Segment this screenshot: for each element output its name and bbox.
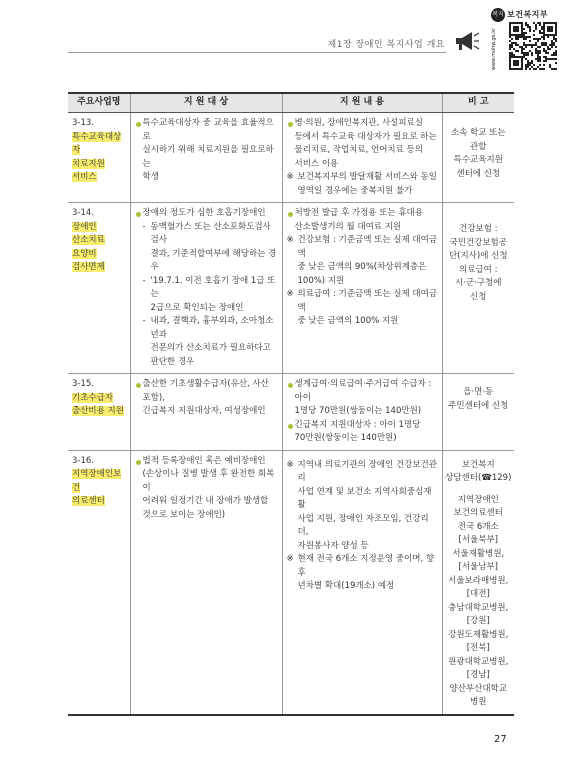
remark-line: [서울북부] bbox=[458, 535, 498, 545]
item-line: 보건복지부의 발달재활 서비스와 동일 bbox=[297, 172, 437, 182]
header-divider bbox=[68, 52, 446, 53]
remark-cell bbox=[442, 450, 514, 715]
program-name-line: 특수교육대상자 bbox=[72, 131, 122, 155]
remark-line: 지역장애인 bbox=[457, 494, 499, 505]
bullet-item bbox=[135, 207, 279, 221]
remark-line: 단(지사)에 신청 bbox=[448, 251, 508, 261]
remark-line: 강원도재활병원, bbox=[448, 629, 509, 640]
remark-line: 국민건강보험공 bbox=[449, 237, 507, 248]
bullet-item bbox=[287, 117, 439, 171]
program-name-cell bbox=[68, 203, 130, 374]
remark-line: 서울재활병원, bbox=[452, 548, 505, 559]
remark-line: [대전] bbox=[466, 589, 490, 599]
program-number: 3-15. bbox=[72, 379, 94, 389]
qr-code-icon[interactable] bbox=[509, 22, 557, 70]
item-line: 사업 지원, 장애인 자조모임, 건강리더, bbox=[297, 513, 429, 537]
item-line: (손상이나 질병 발생 후 완전한 회복이 bbox=[142, 469, 275, 493]
note-item bbox=[287, 459, 439, 554]
program-name-line: 기초수급자 bbox=[72, 392, 114, 403]
program-name-line: 치료지원 bbox=[72, 158, 105, 169]
logo-url: www.mohw.go.kr bbox=[491, 27, 498, 71]
bullet-item bbox=[287, 419, 439, 446]
item-line: 판단한 경우 bbox=[150, 356, 195, 367]
item-line: 긴급복지 지원대상자 : 아이 1명당 bbox=[294, 419, 421, 430]
item-marker: - bbox=[142, 221, 146, 232]
item-line: 결과, 기준적합여부에 해당하는 경우 bbox=[150, 248, 277, 272]
target-cell bbox=[130, 203, 282, 374]
item-line: 서비스 이용 bbox=[294, 158, 339, 169]
bullet-item bbox=[135, 378, 279, 419]
remark-line bbox=[445, 486, 513, 494]
table-row bbox=[68, 374, 514, 451]
item-line: 출산한 기초생활수급자(유산, 사산 포함), bbox=[142, 379, 269, 403]
item-line: 물리치료, 작업치료, 언어치료 등의 bbox=[294, 145, 423, 155]
item-line: 학생 bbox=[142, 172, 159, 182]
remark-line: 소속 학교 또는 bbox=[450, 128, 506, 138]
bullet-item bbox=[287, 207, 439, 234]
target-cell bbox=[130, 113, 282, 203]
logo-text: 보건복지부 bbox=[507, 10, 549, 19]
item-line: 긴급복지 지원대상자, 여성장애인 bbox=[142, 406, 266, 416]
item-line: 1명당 70만원(쌍둥이는 140만원) bbox=[294, 406, 422, 416]
remark-cell bbox=[442, 113, 514, 203]
table-row bbox=[68, 450, 514, 715]
header-target: 지 원 대 상 bbox=[130, 93, 282, 113]
remark-line: 양산부산대학교 bbox=[449, 683, 507, 694]
sub-item bbox=[135, 275, 279, 316]
sub-item bbox=[135, 221, 279, 275]
item-line: 동맥혈가스 또는 산소포화도검사검사 bbox=[150, 221, 271, 245]
header-remark: 비 고 bbox=[442, 93, 514, 113]
target-cell bbox=[130, 450, 282, 715]
remark-line: [서울남부] bbox=[458, 562, 498, 572]
content-cell bbox=[282, 450, 442, 715]
table-header-row bbox=[68, 93, 514, 113]
sub-item bbox=[135, 315, 279, 369]
megaphone-icon bbox=[452, 30, 480, 52]
remark-line: [전북] bbox=[466, 643, 490, 653]
item-marker: - bbox=[142, 275, 146, 286]
item-line: 법적 등록장애인 혹은 예비장애인 bbox=[142, 455, 266, 466]
item-marker: ※ bbox=[286, 172, 294, 182]
item-line: 것으로 보이는 장애인) bbox=[142, 509, 226, 520]
remark-line: 관할 bbox=[470, 141, 487, 152]
remark-line: [강원] bbox=[466, 616, 490, 626]
table-row bbox=[68, 203, 514, 374]
page-number: 27 bbox=[494, 734, 507, 745]
item-marker: ※ bbox=[286, 289, 294, 299]
remark-line: 신청 bbox=[470, 291, 487, 302]
item-marker: ※ bbox=[286, 235, 294, 245]
program-name-line: 검사면제 bbox=[72, 262, 105, 272]
item-line: 생계급여·의료급여·주거급여 수급자 : 아이 bbox=[294, 379, 432, 403]
note-item bbox=[287, 171, 439, 198]
content-cell bbox=[282, 113, 442, 203]
item-marker: ※ bbox=[286, 554, 294, 564]
item-line: 전문의가 산소치료가 필요하다고 bbox=[150, 343, 271, 353]
program-name-line: 지역장애인보건 bbox=[72, 469, 122, 493]
remark-cell bbox=[442, 374, 514, 451]
item-line: 장애의 정도가 심한 호흡기장애인 bbox=[142, 208, 266, 218]
item-line: 등에서 특수교육 대상자가 필요로 하는 bbox=[294, 131, 437, 142]
item-line: 지역내 의료기관의 장애인 건강보건관리 bbox=[297, 459, 437, 483]
program-name-line: 산소치료 bbox=[72, 235, 105, 245]
note-item bbox=[287, 234, 439, 288]
item-line: 건강보험 : 기준금액 또는 실제 대여금액 bbox=[297, 235, 438, 259]
note-item bbox=[287, 553, 439, 594]
remark-line: 보건의료센터 bbox=[453, 508, 503, 518]
remark-line: 주민센터에 신청 bbox=[448, 400, 509, 411]
item-marker: ※ bbox=[286, 459, 294, 470]
item-line: 자원봉사자 양성 등 bbox=[297, 540, 369, 551]
item-line: 의료급여 : 기준금액 또는 실제 대여금액 bbox=[297, 289, 438, 313]
remark-line: 특수교육지원 bbox=[453, 155, 503, 165]
item-line: 병·의원, 장애인복지관, 사설피료실 bbox=[294, 118, 423, 128]
item-line: 어려워 일정기간 내 장애가 발생할 bbox=[142, 496, 269, 506]
program-name-line: 서비스 bbox=[72, 172, 97, 182]
remark-line: 읍·면·동 bbox=[463, 387, 494, 397]
item-line: 처방전 발급 후 가정용 또는 휴대용 bbox=[294, 208, 423, 218]
item-marker: - bbox=[142, 316, 146, 326]
item-line: '19.7.1. 이전 호흡기 장애 1급 또는 bbox=[150, 275, 276, 299]
item-line: 중 낮은 금액의 90%(차상위계층은 bbox=[297, 262, 427, 272]
target-cell bbox=[130, 374, 282, 451]
program-name-cell bbox=[68, 374, 130, 451]
remark-line: [경남] bbox=[466, 670, 490, 680]
remark-line: 보건복지 bbox=[461, 459, 495, 470]
table-row bbox=[68, 113, 514, 203]
logo-area bbox=[491, 8, 581, 70]
remark-line: 의료급여 : bbox=[459, 264, 498, 275]
item-line: 영역일 경우에는 중복지원 불가 bbox=[297, 185, 413, 196]
logo-icon: 복지 bbox=[491, 8, 505, 22]
content-cell bbox=[282, 203, 442, 374]
remark-line: 원광대학교병원, bbox=[448, 656, 509, 667]
item-line: 현재 전국 6개소 지정운영 중이며, 향후 bbox=[297, 554, 435, 578]
remark-line: 상담센터(☎129) bbox=[445, 473, 512, 483]
bullet-item bbox=[135, 117, 279, 185]
program-name-cell bbox=[68, 113, 130, 203]
item-line: 중 낮은 금액의 100% 지원 bbox=[297, 316, 399, 326]
program-name-line: 장애인 bbox=[72, 221, 97, 232]
bullet-item bbox=[287, 378, 439, 419]
item-line: 특수교육대상자 중 교육을 효율적으로 bbox=[142, 118, 274, 142]
item-line: 100%) 지원 bbox=[297, 275, 345, 286]
bullet-item bbox=[135, 455, 279, 523]
program-name-cell bbox=[68, 450, 130, 715]
program-table bbox=[68, 92, 514, 716]
program-number: 3-16. bbox=[72, 455, 94, 466]
program-number: 3-14. bbox=[72, 208, 94, 218]
remark-line: 센터에 신청 bbox=[456, 168, 501, 179]
item-line: 년차별 확대(19개소) 예정 bbox=[297, 581, 395, 591]
note-item bbox=[287, 288, 439, 329]
item-line: 내과, 결핵과, 흉부외과, 소아청소년과 bbox=[150, 316, 274, 340]
item-line: 산소발생기의 월 대여료 지원 bbox=[294, 221, 402, 232]
item-line: 실시하기 위해 치료지원을 필요로하는 bbox=[142, 145, 274, 169]
program-name-line: 요양비 bbox=[72, 248, 97, 259]
remark-line: 서울보라매병원, bbox=[448, 575, 509, 586]
content-cell bbox=[282, 374, 442, 451]
header-program-name: 주요사업명 bbox=[68, 93, 130, 113]
remark-line: 병원 bbox=[470, 697, 487, 707]
program-name-line: 출산비용 지원 bbox=[72, 406, 124, 416]
remark-line: 건강보험 : bbox=[459, 224, 498, 234]
program-name-line: 의료센터 bbox=[72, 496, 105, 506]
remark-line: 충남대학교병원, bbox=[448, 602, 509, 613]
remark-line: 시·군·구청에 bbox=[455, 278, 502, 288]
remark-cell bbox=[442, 203, 514, 374]
item-line: 70만원(쌍둥이는 140만원) bbox=[294, 433, 397, 443]
header-content: 지 원 내 용 bbox=[282, 93, 442, 113]
item-line: 2급으로 확인되는 장애인 bbox=[150, 302, 244, 313]
header-title: 제1장 장애인 복지사업 개요 bbox=[327, 40, 445, 50]
program-number: 3-13. bbox=[72, 118, 94, 128]
item-line: 사업 연계 및 보건소 지역사회중심재활 bbox=[297, 486, 432, 510]
remark-line: 전국 6개소 bbox=[457, 521, 499, 532]
